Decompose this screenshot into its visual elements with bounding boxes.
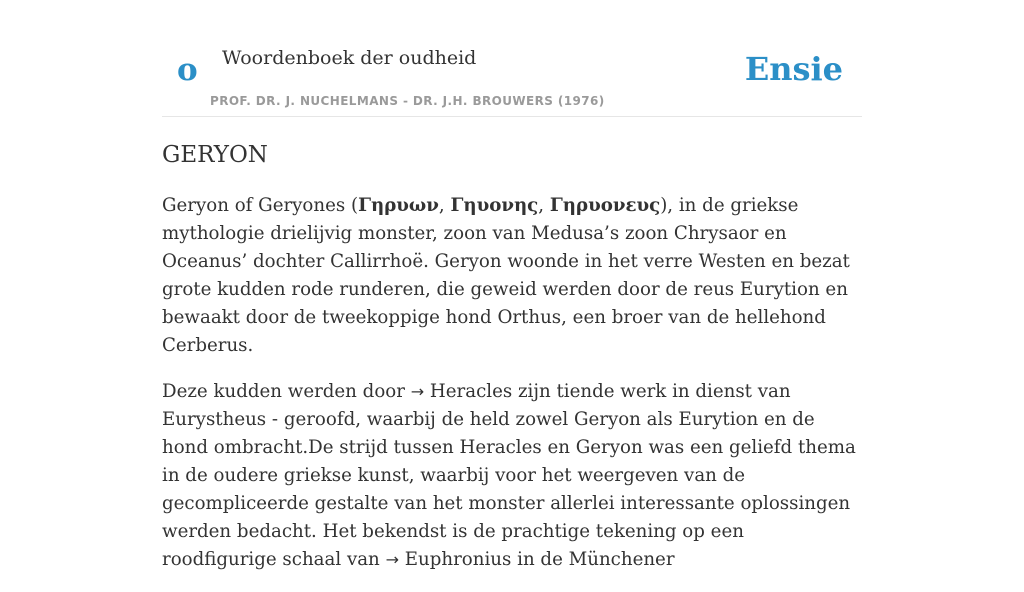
book-authors: PROF. DR. J. NUCHELMANS - DR. J.H. BROUWERS (1976): [210, 94, 605, 108]
crossref-heracles-label: Heracles: [429, 381, 513, 402]
arrow-right-icon: →: [410, 382, 425, 401]
arrow-right-icon: →: [385, 550, 399, 569]
paragraph-1: [162, 192, 862, 360]
paragraph-2: [162, 378, 862, 574]
crossref-heracles-link[interactable]: [411, 381, 512, 402]
greek-term-2: Γηυονης: [450, 195, 539, 216]
book-title-link[interactable]: Woordenboek der oudheid: [222, 47, 477, 69]
entry-title: GERYON: [162, 142, 268, 168]
site-header: [162, 0, 862, 117]
entry-content: [162, 192, 862, 592]
p1-sep-2: ,: [538, 195, 550, 216]
p1-text: ), in de griekse mythologie drielijvig monster, zoon van Medusa’s zoon Chrysaor en Oceanus’ dochter Callirrhoë. Geryon woonde in het verre Westen en bezat grote kudden rode runderen, die geweid werden door de reus Eurytion en bewaakt door de tweekoppige hond Orthus, een broer van de hellehond Cerberus.: [162, 195, 850, 356]
page: [162, 0, 862, 570]
p2-text-middle: zijn tiende werk in dienst van Eurystheus - geroofd, waarbij de held zowel Geryon als Eurytion en de hond ombracht.De strijd tussen Heracles en Geryon was een geliefd thema in de oudere griekse kunst, waarbij voor het weergeven van de gecompliceerde gestalte van het monster allerlei interessante oplossingen werden bedacht. Het bekendst is de prachtige tekening op een roodfigurige schaal van: [162, 381, 856, 570]
p2-text-start: Deze kudden werden door: [162, 381, 411, 402]
letter-index-link[interactable]: o: [177, 52, 198, 88]
brand-logo-link[interactable]: Ensie: [744, 50, 843, 88]
p1-sep-1: ,: [438, 195, 451, 216]
crossref-euphronius-link[interactable]: [386, 549, 512, 570]
greek-term-3: Γηρυονευς: [549, 195, 661, 216]
greek-term-1: Γηρυων: [358, 195, 439, 216]
crossref-euphronius-label: Euphronius: [404, 549, 512, 570]
p1-intro: Geryon of Geryones (: [162, 195, 359, 216]
p2-text-end: in de Münchener: [511, 549, 675, 570]
